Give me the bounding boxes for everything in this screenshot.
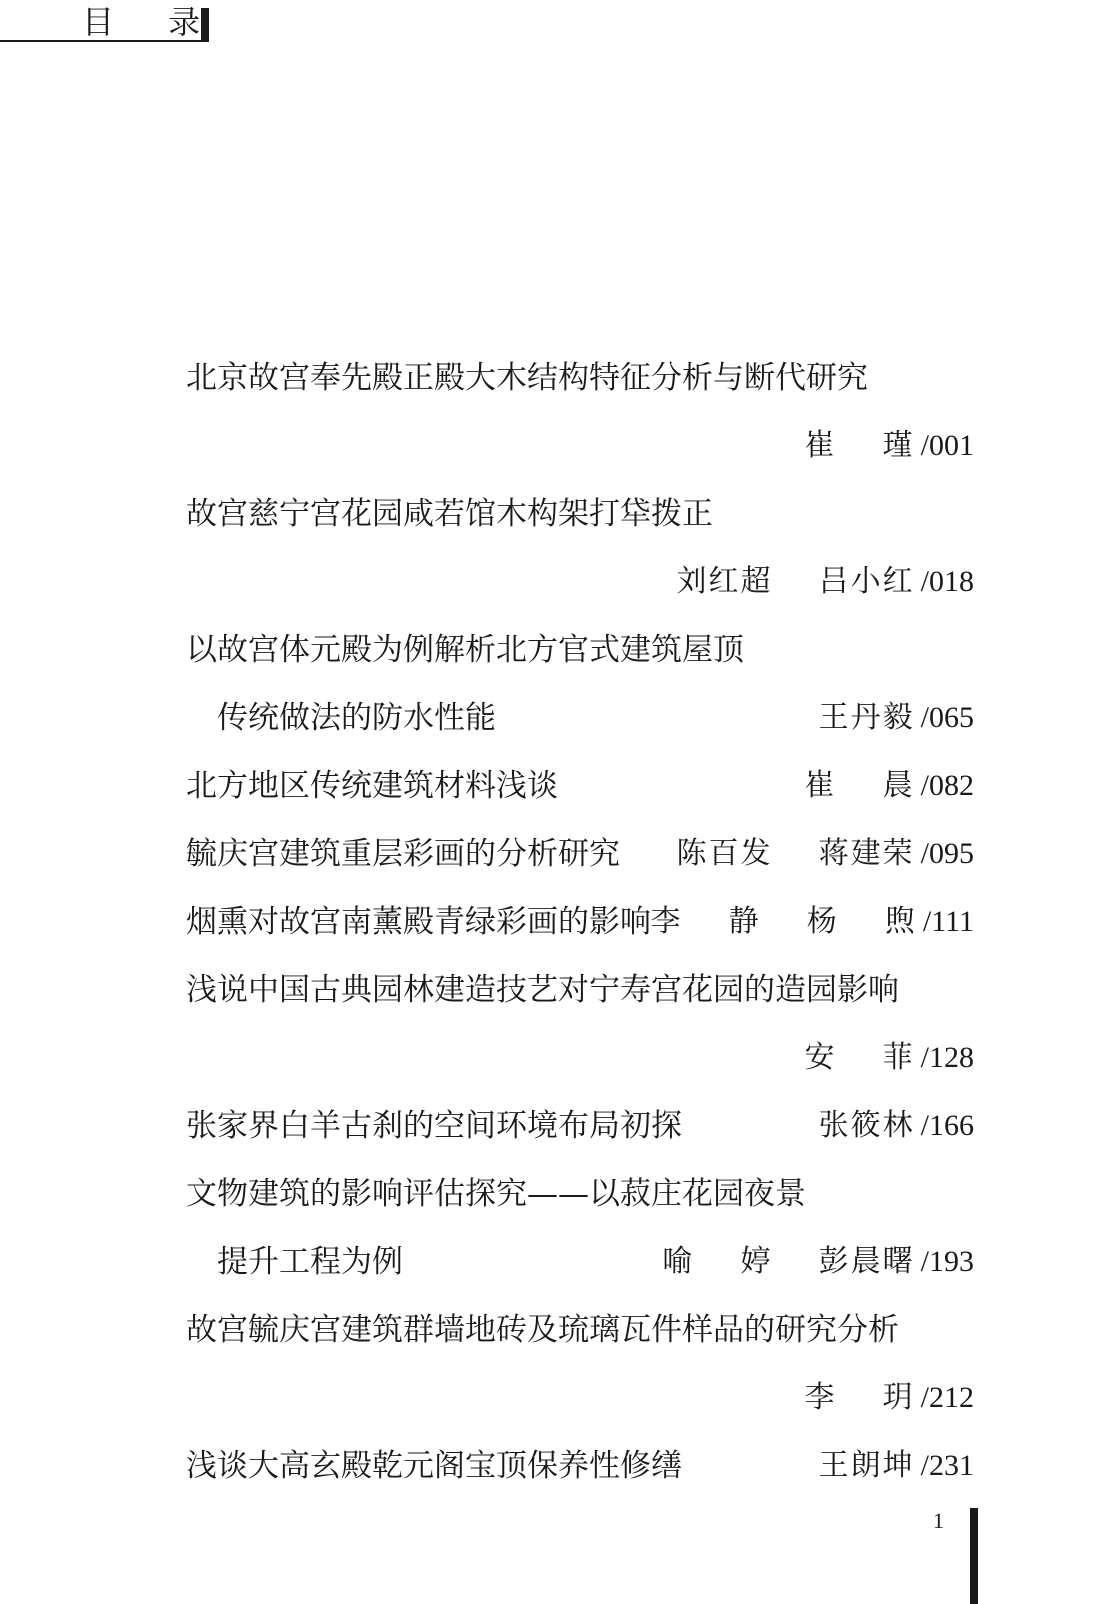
toc-entry-meta	[650, 894, 974, 950]
toc-entry-meta	[805, 418, 975, 474]
toc-entry-meta	[805, 758, 975, 814]
toc-entry-meta	[677, 554, 975, 610]
toc-entry-title[interactable]: 以故宫体元殿为例解析北方官式建筑屋顶	[186, 632, 744, 668]
toc-row	[186, 622, 974, 690]
toc-row	[186, 826, 974, 894]
toc-entry-title[interactable]: 浅说中国古典园林建造技艺对宁寿宫花园的造园影响	[186, 972, 899, 1008]
toc-entry-authors: 王丹毅	[818, 700, 915, 735]
toc-author-row	[186, 418, 974, 486]
toc-entry-meta	[805, 1030, 975, 1086]
toc-entry-page[interactable]: /111	[922, 905, 974, 938]
toc-row	[186, 1234, 974, 1302]
toc-entry-title[interactable]: 故宫慈宁宫花园咸若馆木构架打牮拨正	[186, 496, 713, 532]
toc-entry-authors: 张筱林	[818, 1108, 915, 1143]
toc-entry-title[interactable]: 传统做法的防水性能	[217, 700, 496, 736]
toc-entry-page[interactable]: /212	[920, 1381, 974, 1414]
toc-author-row	[186, 554, 974, 622]
toc-author-row	[186, 1370, 974, 1438]
toc-entry-title[interactable]: 张家界白羊古刹的空间环境布局初探	[186, 1108, 682, 1144]
toc-row	[186, 1438, 974, 1506]
toc-entry-meta	[819, 1098, 974, 1154]
toc-entry-authors: 王朗坤	[818, 1448, 915, 1483]
toc-entry-authors: 崔 瑾	[804, 428, 915, 463]
toc-row	[186, 894, 974, 962]
toc-entry-page[interactable]: /193	[920, 1245, 974, 1278]
toc-row	[186, 962, 974, 1030]
toc-entry-meta	[662, 1234, 974, 1290]
toc-author-row	[186, 1030, 974, 1098]
page-number: 1	[933, 1508, 944, 1533]
toc-entry-title[interactable]: 浅谈大高玄殿乾元阁宝顶保养性修缮	[186, 1448, 682, 1484]
toc-entry-page[interactable]: /128	[920, 1041, 974, 1074]
toc-entry-title[interactable]: 提升工程为例	[217, 1244, 403, 1280]
toc-entry-page[interactable]: /065	[920, 701, 974, 734]
toc-entry-page[interactable]: /018	[920, 565, 974, 598]
toc-entry-title[interactable]: 故宫毓庆宫建筑群墙地砖及琉璃瓦件样品的研究分析	[186, 1312, 899, 1348]
toc-entry-meta	[819, 1438, 974, 1494]
toc-entry-page[interactable]: /166	[920, 1109, 974, 1142]
toc-entry-authors: 陈百发 蒋建荣	[676, 836, 915, 871]
toc-entry-meta	[677, 826, 975, 882]
toc-entry-page[interactable]: /001	[920, 429, 974, 462]
toc-row	[186, 690, 974, 758]
toc-entry-page[interactable]: /231	[920, 1449, 974, 1482]
toc-row	[186, 486, 974, 554]
toc-row	[186, 1302, 974, 1370]
toc-entry-title[interactable]: 文物建筑的影响评估探究——以菽庄花园夜景	[186, 1176, 806, 1212]
toc-entry-meta	[819, 690, 974, 746]
toc-entry-authors: 安 菲	[804, 1040, 915, 1075]
toc-row	[186, 350, 974, 418]
toc-entry-authors: 崔 晨	[804, 768, 915, 803]
toc-entry-title[interactable]: 烟熏对故宫南薰殿青绿彩画的影响	[186, 904, 651, 940]
footer-bar	[970, 1508, 978, 1604]
toc-entry-page[interactable]: /095	[920, 837, 974, 870]
toc-entry-authors: 喻 婷 彭晨曙	[662, 1244, 915, 1279]
toc-entry-authors: 李 静 杨 煦	[650, 904, 917, 939]
table-of-contents	[186, 350, 974, 1506]
toc-entry-authors: 李 玥	[804, 1380, 915, 1415]
toc-entry-title[interactable]: 毓庆宫建筑重层彩画的分析研究	[186, 836, 620, 872]
toc-entry-title[interactable]: 北方地区传统建筑材料浅谈	[186, 768, 558, 804]
toc-entry-title[interactable]: 北京故宫奉先殿正殿大木结构特征分析与断代研究	[186, 360, 868, 396]
toc-row	[186, 1098, 974, 1166]
toc-entry-meta	[805, 1370, 975, 1426]
toc-entry-page[interactable]: /082	[920, 769, 974, 802]
toc-entry-authors: 刘红超 吕小红	[676, 564, 915, 599]
toc-row	[186, 1166, 974, 1234]
page-title: 目 录	[82, 3, 223, 41]
toc-row	[186, 758, 974, 826]
